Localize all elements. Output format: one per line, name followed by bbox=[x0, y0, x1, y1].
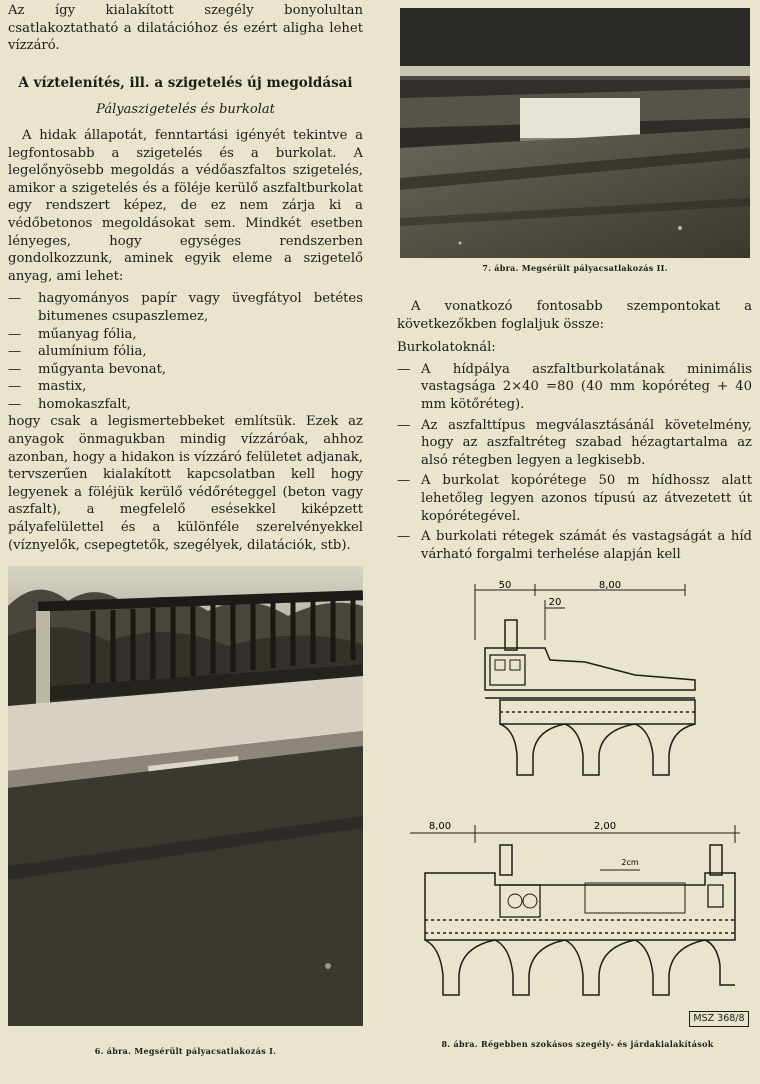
figure-8-caption: 8. ábra. Régebben szokásos szegély- és járdakialakítások bbox=[441, 1039, 714, 1049]
figure-6-photo bbox=[8, 566, 363, 1026]
list-item: — A hídpálya aszfaltburkolatának minimális vastagsága 2×40 =80 (40 mm kopóréteg + 40 mm kötőréteg). bbox=[397, 361, 752, 414]
material-list bbox=[8, 290, 363, 413]
figure-7-photo bbox=[400, 8, 750, 258]
section-drawing-1 bbox=[405, 580, 750, 810]
list-item: — A burkolati rétegek számát és vastagságát a híd várható forgalmi terhelése alapján kell bbox=[397, 528, 752, 563]
list-item: — Az aszfalttípus megválasztásánál követelmény, hogy az aszfaltréteg szabad hézagtartalma az alsó rétegben legyen a legkisebb. bbox=[397, 417, 752, 470]
list-item: — műgyanta bevonat, bbox=[8, 361, 363, 379]
dim-c-label: 20 bbox=[548, 597, 562, 608]
dim-c-label: 2cm bbox=[621, 858, 639, 867]
figure-6-caption: 6. ábra. Megsérült pályacsatlakozás I. bbox=[94, 1046, 277, 1056]
list-item: — homokaszfalt, bbox=[8, 396, 363, 414]
right-column bbox=[397, 298, 752, 563]
figure-7-caption: 7. ábra. Megsérült pályacsatlakozás II. bbox=[482, 263, 668, 273]
list-item: — alumínium fólia, bbox=[8, 343, 363, 361]
right-paragraph-1: A vonatkozó fontosabb szempontokat a következőkben foglaljuk össze: bbox=[397, 299, 752, 332]
stamp: MSZ 368/8 bbox=[689, 1011, 749, 1027]
body-paragraph-1: A hidak állapotát, fenntartási igényét tekintve a legfontosabb a szigetelés és a burkolat. A legelőnyösebb megoldás a védőaszfaltos szigetelés, amikor a szigetelés és a föléje kerülő aszfaltburkolat egy rendszert képez, de ez nem zárja ki a védőbetonos megoldásokat sem. Mindkét esetben lényeges, hogy egységes rendszerben gondolkozzunk, aminek egyik eleme a szigetelő anyag, ami lehet: bbox=[8, 127, 363, 284]
section-drawing-2 bbox=[405, 815, 750, 1015]
dim-a-label: 8,00 bbox=[428, 821, 452, 832]
requirements-list bbox=[397, 361, 752, 564]
section-subheading: Pályaszigetelés és burkolat bbox=[96, 102, 275, 118]
left-column bbox=[8, 2, 363, 554]
right-label: Burkolatoknál: bbox=[397, 340, 496, 356]
list-item: — hagyományos papír vagy üvegfátyol betétes bitumenes csupaszlemez, bbox=[8, 290, 363, 325]
dim-a-label: 50 bbox=[498, 580, 512, 591]
dim-b-label: 2,00 bbox=[593, 821, 617, 832]
section-heading: A víztelenítés, ill. a szigetelés új megoldásai bbox=[18, 74, 353, 91]
list-item: — műanyag fólia, bbox=[8, 326, 363, 344]
list-item: — A burkolat kopórétege 50 m hídhossz alatt lehetőleg legyen azonos típusú az átvezetett út kopórétegével. bbox=[397, 472, 752, 525]
dim-b-label: 8,00 bbox=[598, 580, 622, 591]
intro-paragraph: Az így kialakított szegély bonyolultan csatlakoztatható a dilatációhoz és ezért aligha lehet vízzáró. bbox=[8, 3, 363, 54]
list-item: — mastix, bbox=[8, 378, 363, 396]
body-paragraph-2: hogy csak a legismertebbeket említsük. Ezek az anyagok önmagukban mindig vízzáróak, ahhoz azonban, hogy a hidakon is vízzáró felületet adjanak, tervszerűen kialakított kapcsolatban kell hogy legyenek a föléjük kerülő védőréteggel (beton vagy aszfalt), a megfelelő esésekkel kiképzett pályafelülettel és a különféle szerelvényekkel (víznyelők, csepegtetők, szegélyek, dilatációk, stb). bbox=[8, 414, 363, 553]
